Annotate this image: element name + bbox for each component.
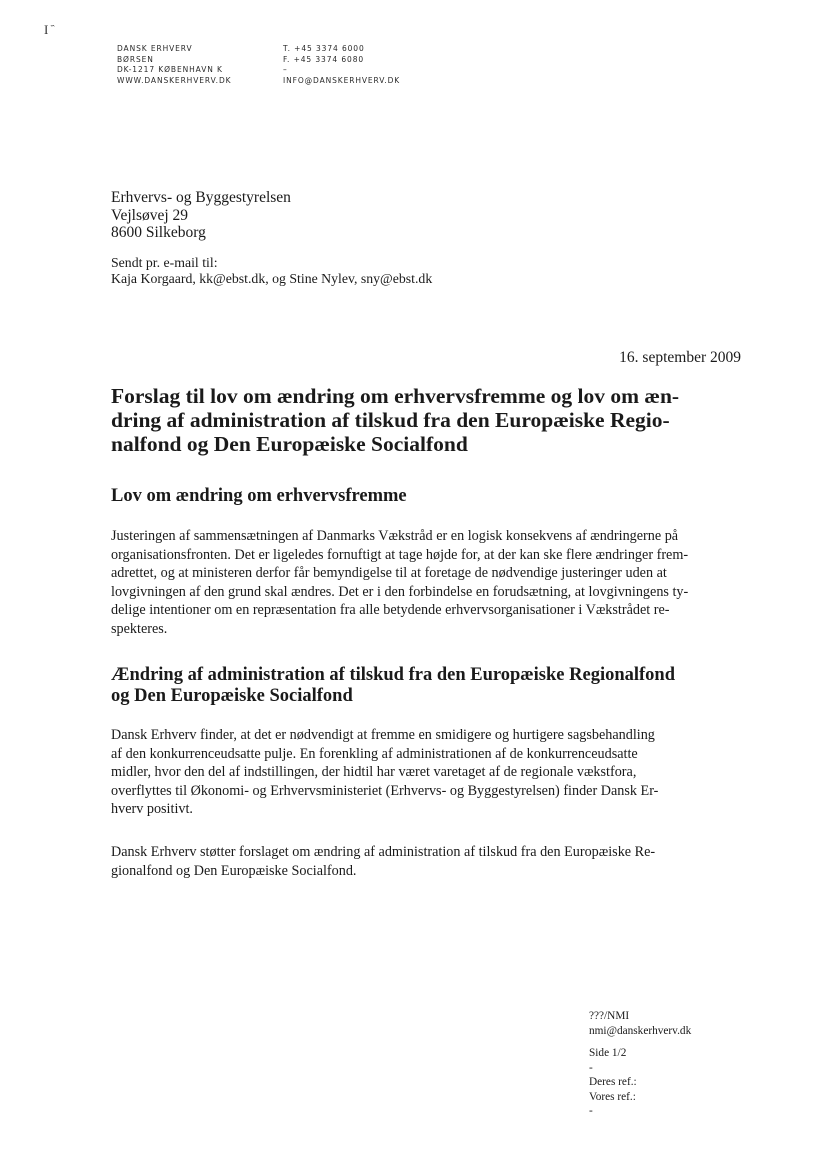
paragraph-line: midler, hvor den del af indstillingen, der hidtil har været varetaget af de regionale vækstfora, — [111, 764, 637, 781]
footer-vores-ref: Vores ref.: — [589, 1090, 636, 1103]
paragraph-line: spekteres. — [111, 620, 168, 637]
paragraph-line: af den konkurrenceudsatte pulje. En forenkling af administrationen af de konkurrenceudsatte — [111, 745, 638, 762]
section2-paragraph-2 — [111, 843, 741, 880]
recipient-address — [111, 189, 291, 242]
recipient-name: Erhvervs- og Byggestyrelsen — [111, 189, 291, 206]
paragraph-line: lovgivningen af den grund skal ændres. Det er i den forbindelse en forudsætning, at lovgivningens ty- — [111, 583, 689, 600]
corner-mark: I ᷈ — [44, 22, 54, 37]
sent-note-label: Sendt pr. e-mail til: — [111, 255, 218, 270]
paragraph-line: hverv positivt. — [111, 801, 193, 818]
paragraph-line: Dansk Erhverv finder, at det er nødvendigt at fremme en smidigere og hurtigere sagsbehandling — [111, 727, 655, 743]
paragraph-line: gionalfond og Den Europæiske Socialfond. — [111, 862, 357, 879]
title-line: dring af administration af tilskud fra den Europæiske Regio- — [111, 408, 670, 432]
sent-note — [111, 255, 432, 287]
sent-note-recipients: Kaja Korgaard, kk@ebst.dk, og Stine Nylev, sny@ebst.dk — [111, 271, 433, 286]
letterhead-address — [117, 44, 231, 86]
letterhead-contact — [283, 44, 400, 86]
letter-date: 16. september 2009 — [619, 349, 741, 366]
footer-deres-ref: Deres ref.: — [589, 1076, 637, 1088]
heading-line: og Den Europæiske Socialfond — [111, 686, 353, 706]
paragraph-line: overflyttes til Økonomi- og Erhvervsministeriet (Erhvervs- og Byggestyrelsen) finder Dansk Er- — [111, 782, 659, 799]
letterhead-fax: F. +45 3374 6080 — [283, 54, 365, 64]
letterhead-building: BØRSEN — [117, 54, 154, 64]
title-line: Forslag til lov om ændring om erhvervsfremme og lov om æn- — [111, 384, 680, 408]
footer-ref-code: ???/NMI — [589, 1010, 630, 1022]
footer-reference-block — [589, 1009, 691, 1119]
section1-heading: Lov om ændring om erhvervsfremme — [111, 486, 407, 506]
paragraph-line: adrettet, og at ministeren derfor får bemyndigelse til at foretage de nødvendige justeringer uden at — [111, 565, 667, 582]
letterhead-dash: – — [283, 65, 288, 74]
letterhead-email: INFO@DANSKERHVERV.DK — [283, 75, 401, 85]
section2-paragraph-1 — [111, 726, 741, 819]
paragraph-line: delige intentioner om en repræsentation fra alle betydende erhvervsorganisationer i Vækstrådet re- — [111, 602, 670, 619]
letterhead-postal: DK-1217 KØBENHAVN K — [117, 65, 223, 74]
recipient-city: 8600 Silkeborg — [111, 224, 206, 241]
paragraph-line: Justeringen af sammensætningen af Danmarks Vækstråd er en logisk konsekvens af ændringerne på — [111, 528, 679, 544]
footer-email: nmi@danskerhverv.dk — [589, 1024, 692, 1037]
recipient-street: Vejlsøvej 29 — [111, 206, 189, 224]
letterhead-website: WWW.DANSKERHVERV.DK — [117, 75, 232, 85]
footer-page-number: Side 1/2 — [589, 1047, 627, 1059]
letterhead-company: DANSK ERHVERV — [117, 44, 193, 53]
title-line: nalfond og Den Europæiske Socialfond — [111, 432, 468, 456]
document-title — [111, 384, 741, 456]
paragraph-line: Dansk Erhverv støtter forslaget om ændring af administration af tilskud fra den Europæiske Re- — [111, 844, 656, 860]
footer-dash: - — [589, 1105, 593, 1117]
section1-paragraph — [111, 527, 741, 639]
paragraph-line: organisationsfronten. Det er ligeledes fornuftigt at tage højde for, at der kan ske flere ændringer frem- — [111, 546, 689, 563]
footer-dash: - — [589, 1061, 593, 1074]
letterhead-phone: T. +45 3374 6000 — [283, 44, 365, 53]
heading-line: Ændring af administration af tilskud fra den Europæiske Regionalfond — [111, 665, 676, 685]
section2-heading — [111, 665, 741, 707]
